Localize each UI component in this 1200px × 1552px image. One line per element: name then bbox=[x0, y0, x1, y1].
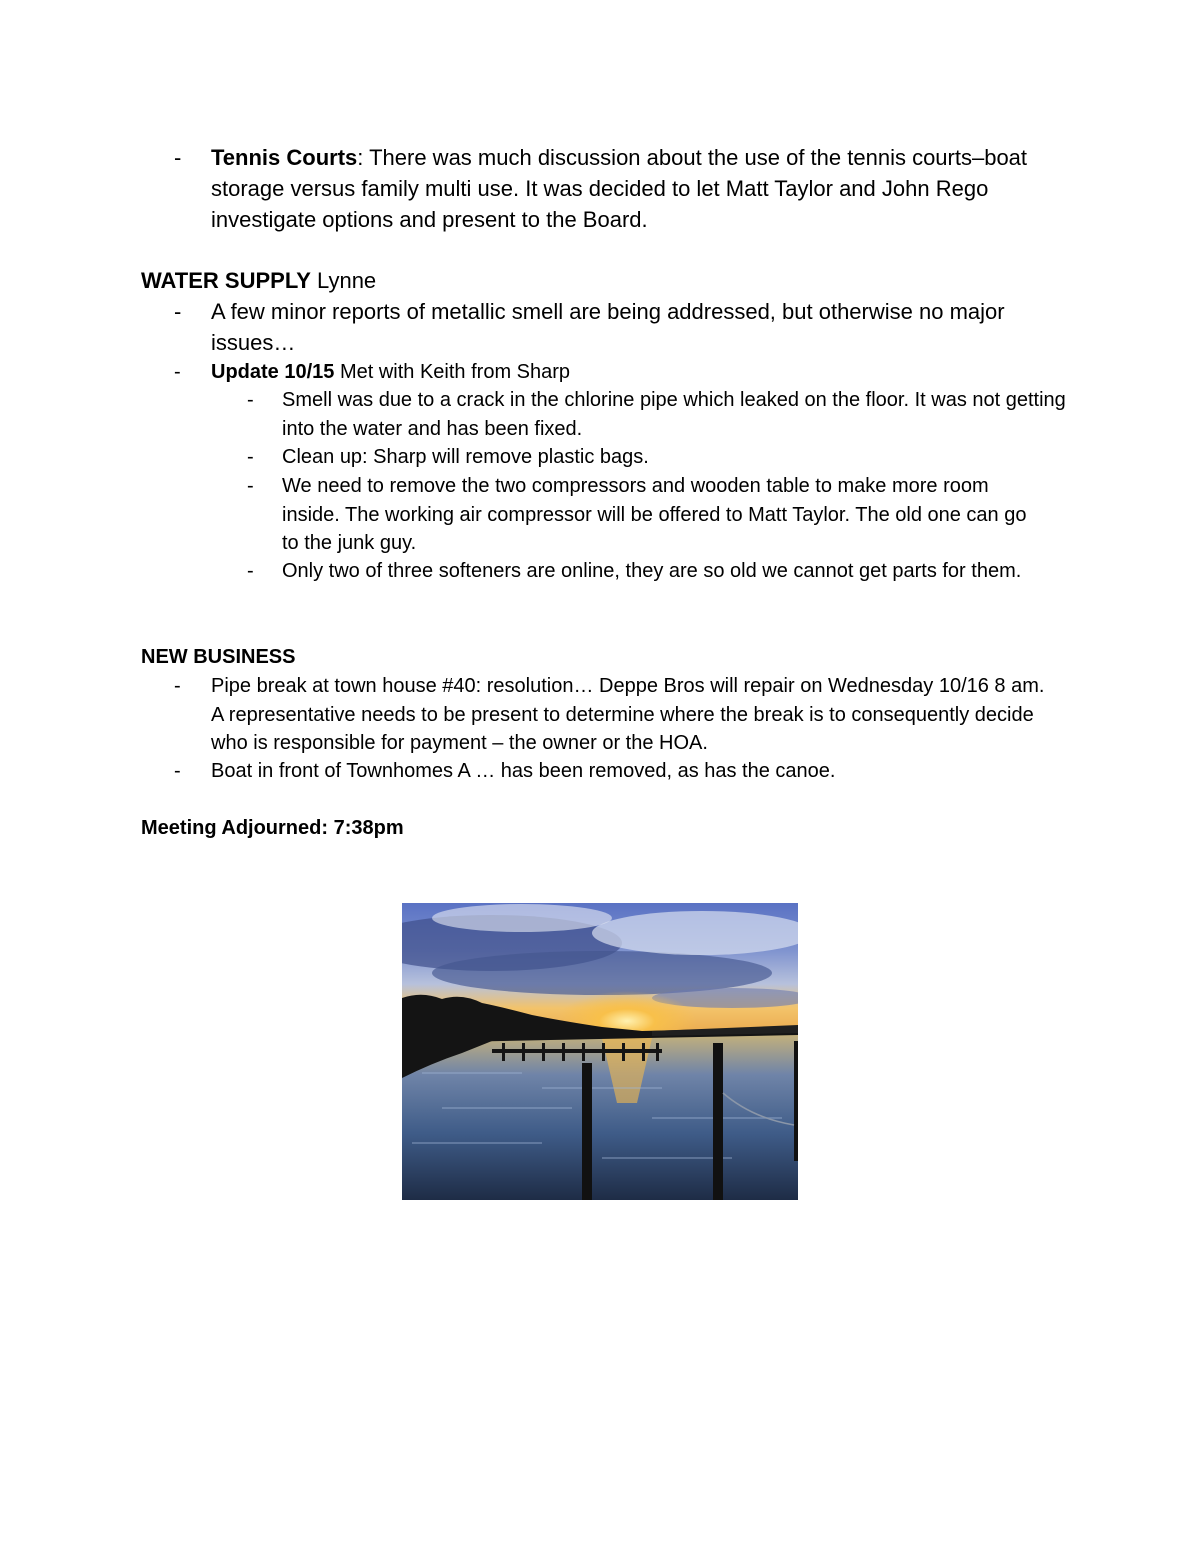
bullet-dash: - bbox=[174, 675, 181, 697]
update-label: Update 10/15 bbox=[211, 361, 335, 383]
sub-bullet-dash: - bbox=[247, 389, 254, 411]
sub-bullet-dash: - bbox=[247, 560, 254, 582]
new-business-heading: NEW BUSINESS bbox=[141, 646, 296, 668]
bullet-dash: - bbox=[174, 299, 182, 324]
sub-bullet-dash: - bbox=[247, 475, 254, 497]
bullet-dash: - bbox=[174, 361, 181, 383]
pipe-break-item: Pipe break at town house #40: resolution… Deppe Bros will repair on Wednesday 10/16 8 am. A representative needs to be present to determine where the break is to consequently decide who is responsible for payment – the owner or the HOA. bbox=[211, 675, 1045, 754]
water-supply-heading bbox=[141, 265, 376, 296]
bullet-dash: - bbox=[174, 145, 182, 170]
tennis-courts-text: : There was much discussion about the use of the tennis courts–boat storage versus family multi use. It was decided to let Matt Taylor and John Rego investigate options and present to the Board. bbox=[211, 145, 1028, 232]
softeners-subitem: Only two of three softeners are online, they are so old we cannot get parts for them. bbox=[282, 560, 1022, 582]
update-text: Met with Keith from Sharp bbox=[334, 361, 571, 383]
update-item bbox=[211, 358, 1071, 387]
clean-up-subitem: Clean up: Sharp will remove plastic bags. bbox=[282, 446, 649, 468]
compressors-subitem: We need to remove the two compressors and wooden table to make more room inside. The working air compressor will be offered to Matt Taylor. The old one can go to the junk guy. bbox=[282, 475, 1027, 554]
boat-removed-item: Boat in front of Townhomes A … has been removed, as has the canoe. bbox=[211, 760, 836, 782]
metallic-smell-item: A few minor reports of metallic smell are being addressed, but otherwise no major issues… bbox=[211, 299, 1005, 355]
sub-bullet-dash: - bbox=[247, 446, 254, 468]
meeting-adjourned: Meeting Adjourned: 7:38pm bbox=[141, 817, 404, 839]
water-supply-person: Lynne bbox=[310, 268, 377, 293]
smell-cause-subitem: Smell was due to a crack in the chlorine pipe which leaked on the floor. It was not getting into the water and has been fixed. bbox=[282, 389, 1066, 440]
sunset-dock-photo bbox=[402, 903, 798, 1200]
bullet-dash: - bbox=[174, 760, 181, 782]
tennis-courts-label: Tennis Courts bbox=[211, 145, 358, 170]
water-supply-title: WATER SUPPLY bbox=[141, 268, 311, 293]
tennis-courts-item bbox=[211, 142, 1071, 235]
